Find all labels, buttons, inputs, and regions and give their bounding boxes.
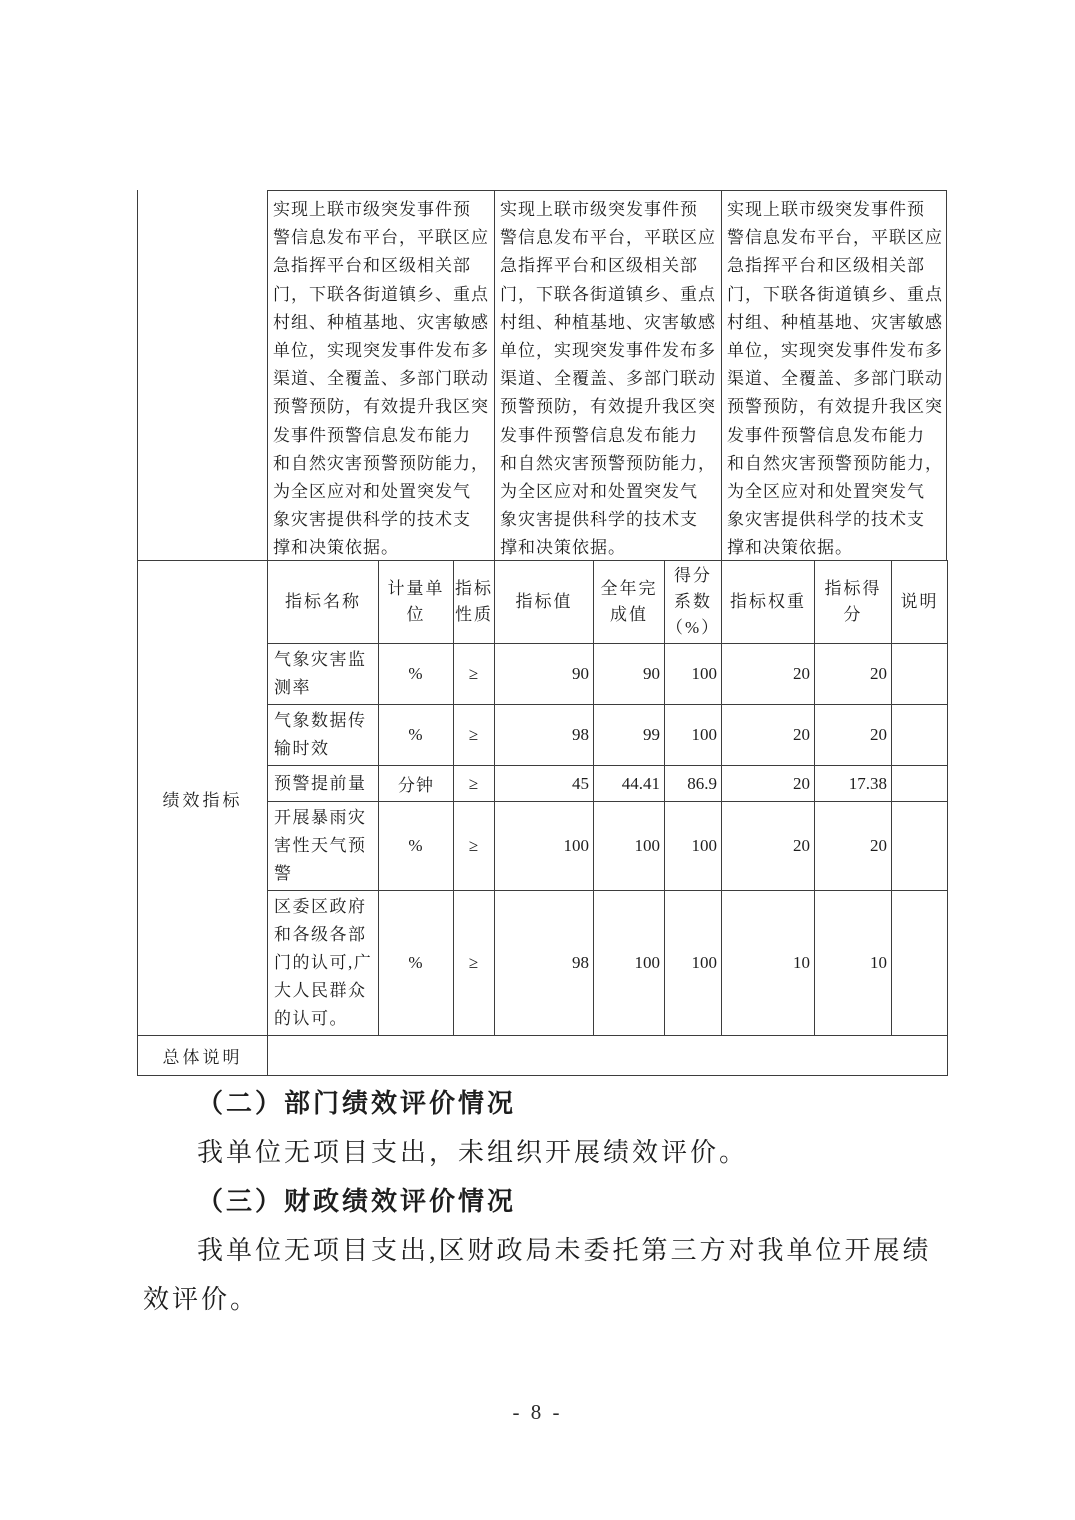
indicator-unit: % xyxy=(379,705,454,766)
section-heading-dept-eval: （二）部门绩效评价情况 xyxy=(197,1089,517,1118)
col-header-target: 指标值 xyxy=(495,561,594,644)
indicator-score: 20 xyxy=(815,705,892,766)
indicator-coef: 100 xyxy=(665,891,722,1036)
indicator-nature: ≥ xyxy=(454,644,495,705)
indicator-note xyxy=(892,766,948,802)
indicator-unit: % xyxy=(379,644,454,705)
indicator-unit: 分钟 xyxy=(379,766,454,802)
indicator-note xyxy=(892,891,948,1036)
overall-note-label: 总体说明 xyxy=(138,1036,268,1076)
indicator-score: 20 xyxy=(815,644,892,705)
indicator-target: 90 xyxy=(495,644,594,705)
indicator-coef: 100 xyxy=(665,705,722,766)
indicator-coef: 86.9 xyxy=(665,766,722,802)
col-header-annual: 全年完成值 xyxy=(594,561,665,644)
indicator-annual: 90 xyxy=(594,644,665,705)
indicator-note xyxy=(892,802,948,891)
indicator-target: 45 xyxy=(495,766,594,802)
overall-note-row xyxy=(138,1036,948,1076)
indicator-target: 100 xyxy=(495,802,594,891)
col-header-note: 说明 xyxy=(892,561,948,644)
indicator-annual: 99 xyxy=(594,705,665,766)
indicator-weight: 20 xyxy=(722,766,815,802)
col-header-unit: 计量单位 xyxy=(379,561,454,644)
indicator-nature: ≥ xyxy=(454,766,495,802)
indicator-name: 气象数据传输时效 xyxy=(268,705,379,766)
col-header-coef: 得分系数（%） xyxy=(665,561,722,644)
indicator-section-label: 绩效指标 xyxy=(138,561,268,1036)
indicator-name: 区委区政府和各级各部门的认可,广大人民群众的认可。 xyxy=(268,891,379,1036)
indicator-weight: 20 xyxy=(722,802,815,891)
indicator-nature: ≥ xyxy=(454,705,495,766)
narrative-section xyxy=(143,1079,955,1324)
page-number: - 8 - xyxy=(512,1400,563,1424)
indicator-score: 17.38 xyxy=(815,766,892,802)
indicator-note xyxy=(892,644,948,705)
indicator-unit: % xyxy=(379,802,454,891)
indicator-nature: ≥ xyxy=(454,891,495,1036)
col-header-score: 指标得分 xyxy=(815,561,892,644)
indicator-note xyxy=(892,705,948,766)
indicator-annual: 44.41 xyxy=(594,766,665,802)
goal-text-cell-3: 实现上联市级突发事件预 警信息发布平台，平联区应 急指挥平台和区级相关部 门，下联各街道镇乡、重点 村组、种植基地、灾害敏感 单位，实现突发事件发布多 渠道、全覆盖、多部门联动 预警预防，有效提升我区突 发事件预警信息发布能力 和自然灾害预警预防能力， 为全区应对和处置突发气 象灾害提供科学的技术支 撑和决策依据。 xyxy=(721,190,947,560)
indicator-weight: 10 xyxy=(722,891,815,1036)
indicator-score: 10 xyxy=(815,891,892,1036)
section-heading-fiscal-eval: （三）财政绩效评价情况 xyxy=(197,1187,517,1216)
indicator-score: 20 xyxy=(815,802,892,891)
tables-area xyxy=(137,190,949,1076)
top-row-label-cell xyxy=(137,190,267,560)
indicator-header-row xyxy=(138,561,948,644)
col-header-weight: 指标权重 xyxy=(722,561,815,644)
indicator-coef: 100 xyxy=(665,802,722,891)
performance-indicator-table xyxy=(137,560,948,1076)
indicator-coef: 100 xyxy=(665,644,722,705)
paragraph-dept-eval: 我单位无项目支出，未组织开展绩效评价。 xyxy=(197,1138,749,1167)
indicator-name: 预警提前量 xyxy=(268,766,379,802)
indicator-annual: 100 xyxy=(594,891,665,1036)
indicator-annual: 100 xyxy=(594,802,665,891)
col-header-nature: 指标性质 xyxy=(454,561,495,644)
indicator-target: 98 xyxy=(495,891,594,1036)
indicator-weight: 20 xyxy=(722,644,815,705)
indicator-name: 气象灾害监测率 xyxy=(268,644,379,705)
indicator-name: 开展暴雨灾害性天气预警 xyxy=(268,802,379,891)
indicator-weight: 20 xyxy=(722,705,815,766)
goal-description-row xyxy=(137,190,949,560)
indicator-target: 98 xyxy=(495,705,594,766)
goal-text-cell-2: 实现上联市级突发事件预 警信息发布平台，平联区应 急指挥平台和区级相关部 门，下联各街道镇乡、重点 村组、种植基地、灾害敏感 单位，实现突发事件发布多 渠道、全覆盖、多部门联动 预警预防，有效提升我区突 发事件预警信息发布能力 和自然灾害预警预防能力， 为全区应对和处置突发气 象灾害提供科学的技术支 撑和决策依据。 xyxy=(494,190,721,560)
goal-text-cell-1: 实现上联市级突发事件预 警信息发布平台，平联区应 急指挥平台和区级相关部 门，下联各街道镇乡、重点 村组、种植基地、灾害敏感 单位，实现突发事件发布多 渠道、全覆盖、多部门联动 预警预防，有效提升我区突 发事件预警信息发布能力 和自然灾害预警预防能力， 为全区应对和处置突发气 象灾害提供科学的技术支 撑和决策依据。 xyxy=(267,190,494,560)
col-header-name: 指标名称 xyxy=(268,561,379,644)
overall-note-value xyxy=(268,1036,948,1076)
indicator-nature: ≥ xyxy=(454,802,495,891)
paragraph-fiscal-eval: 我单位无项目支出,区财政局未委托第三方对我单位开展绩 效评价。 xyxy=(143,1236,932,1314)
indicator-unit: % xyxy=(379,891,454,1036)
